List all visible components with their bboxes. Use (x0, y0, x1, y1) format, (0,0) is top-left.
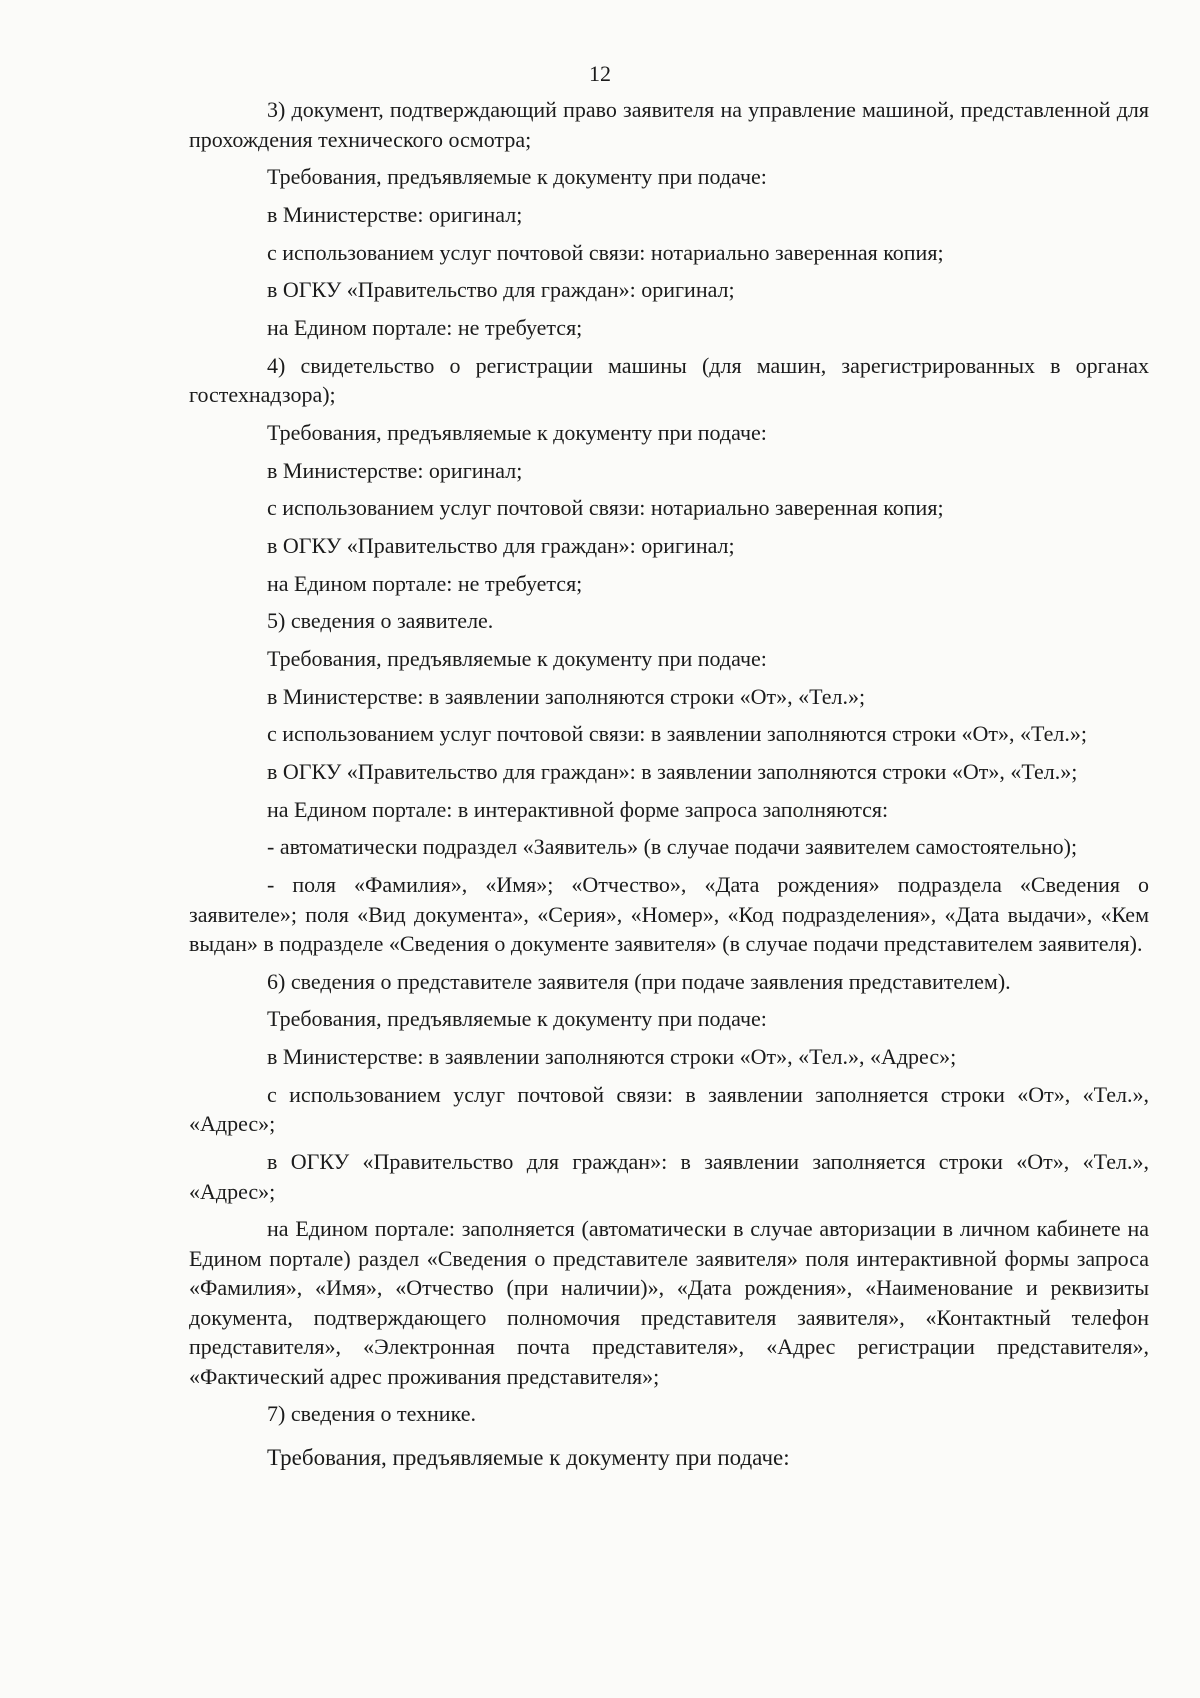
paragraph: с использованием услуг почтовой связи: нотариально заверенная копия; (267, 239, 944, 265)
paragraph: на Едином портале: заполняется (автоматически в случае авторизации в личном кабинете на Едином портале) раздел «Сведения о представителе заявителя» поля интерактивной формы запроса «Фамилия», «Имя», «Отчество (при наличии)», «Дата рождения», «Наименование и реквизиты документа, подтверждающего полномочия представителя заявителя», «Контактный телефон представителя», «Электронная почта представителя», «Адрес регистрации представителя», «Фактический адрес проживания представителя»; (189, 1216, 1149, 1389)
paragraph: на Едином портале: не требуется; (267, 570, 583, 596)
paragraph: в ОГКУ «Правительство для граждан»: оригинал; (267, 277, 735, 303)
paragraph: в ОГКУ «Правительство для граждан»: в заявлении заполняются строки «От», «Тел.»; (267, 759, 1078, 784)
paragraph: Требования, предъявляемые к документу при подаче: (267, 645, 767, 671)
paragraph: 4) свидетельство о регистрации машины (для машин, зарегистрированных в органах гостехнадзора); (189, 352, 1149, 408)
paragraph: в Министерстве: в заявлении заполняются строки «От», «Тел.»; (267, 683, 866, 709)
paragraph: с использованием услуг почтовой связи: нотариально заверенная копия; (267, 495, 944, 521)
paragraph: с использованием услуг почтовой связи: в заявлении заполняется строки «От», «Тел.», «Адрес»; (189, 1081, 1149, 1137)
paragraph: на Едином портале: не требуется; (267, 314, 583, 340)
paragraph: в Министерстве: в заявлении заполняются строки «От», «Тел.», «Адрес»; (267, 1044, 957, 1070)
paragraph: - поля «Фамилия», «Имя»; «Отчество», «Дата рождения» подраздела «Сведения о заявителе»; поля «Вид документа», «Серия», «Номер», «Код подразделения», «Дата выдачи», «Кем выдан» в подразделе «Сведения о документе заявителя» (в случае подачи представителем заявителя). (189, 872, 1149, 957)
paragraph: Требования, предъявляемые к документу при подаче: (267, 1445, 790, 1471)
paragraph: Требования, предъявляемые к документу при подаче: (267, 419, 767, 445)
paragraph: Требования, предъявляемые к документу при подаче: (267, 164, 767, 190)
paragraph: с использованием услуг почтовой связи: в заявлении заполняются строки «От», «Тел.»; (267, 721, 1088, 747)
page-number: 12 (589, 61, 611, 86)
paragraph: на Едином портале: в интерактивной форме запроса заполняются: (267, 796, 889, 822)
document-body (189, 95, 1149, 1481)
paragraph: 3) документ, подтверждающий право заявителя на управление машиной, представленной для прохождения технического осмотра; (189, 97, 1149, 152)
paragraph: Требования, предъявляемые к документу при подаче: (267, 1006, 767, 1032)
paragraph: 6) сведения о представителе заявителя (при подаче заявления представителем). (267, 968, 1011, 994)
paragraph: 7) сведения о технике. (267, 1401, 476, 1427)
paragraph: в Министерстве: оригинал; (267, 201, 523, 227)
paragraph: - автоматически подраздел «Заявитель» (в случае подачи заявителем самостоятельно); (267, 834, 1078, 860)
paragraph: в ОГКУ «Правительство для граждан»: в заявлении заполняется строки «От», «Тел.», «Адрес»; (189, 1149, 1149, 1204)
paragraph: в ОГКУ «Правительство для граждан»: оригинал; (267, 532, 735, 558)
paragraph: 5) сведения о заявителе. (267, 608, 494, 634)
paragraph: в Министерстве: оригинал; (267, 457, 523, 483)
